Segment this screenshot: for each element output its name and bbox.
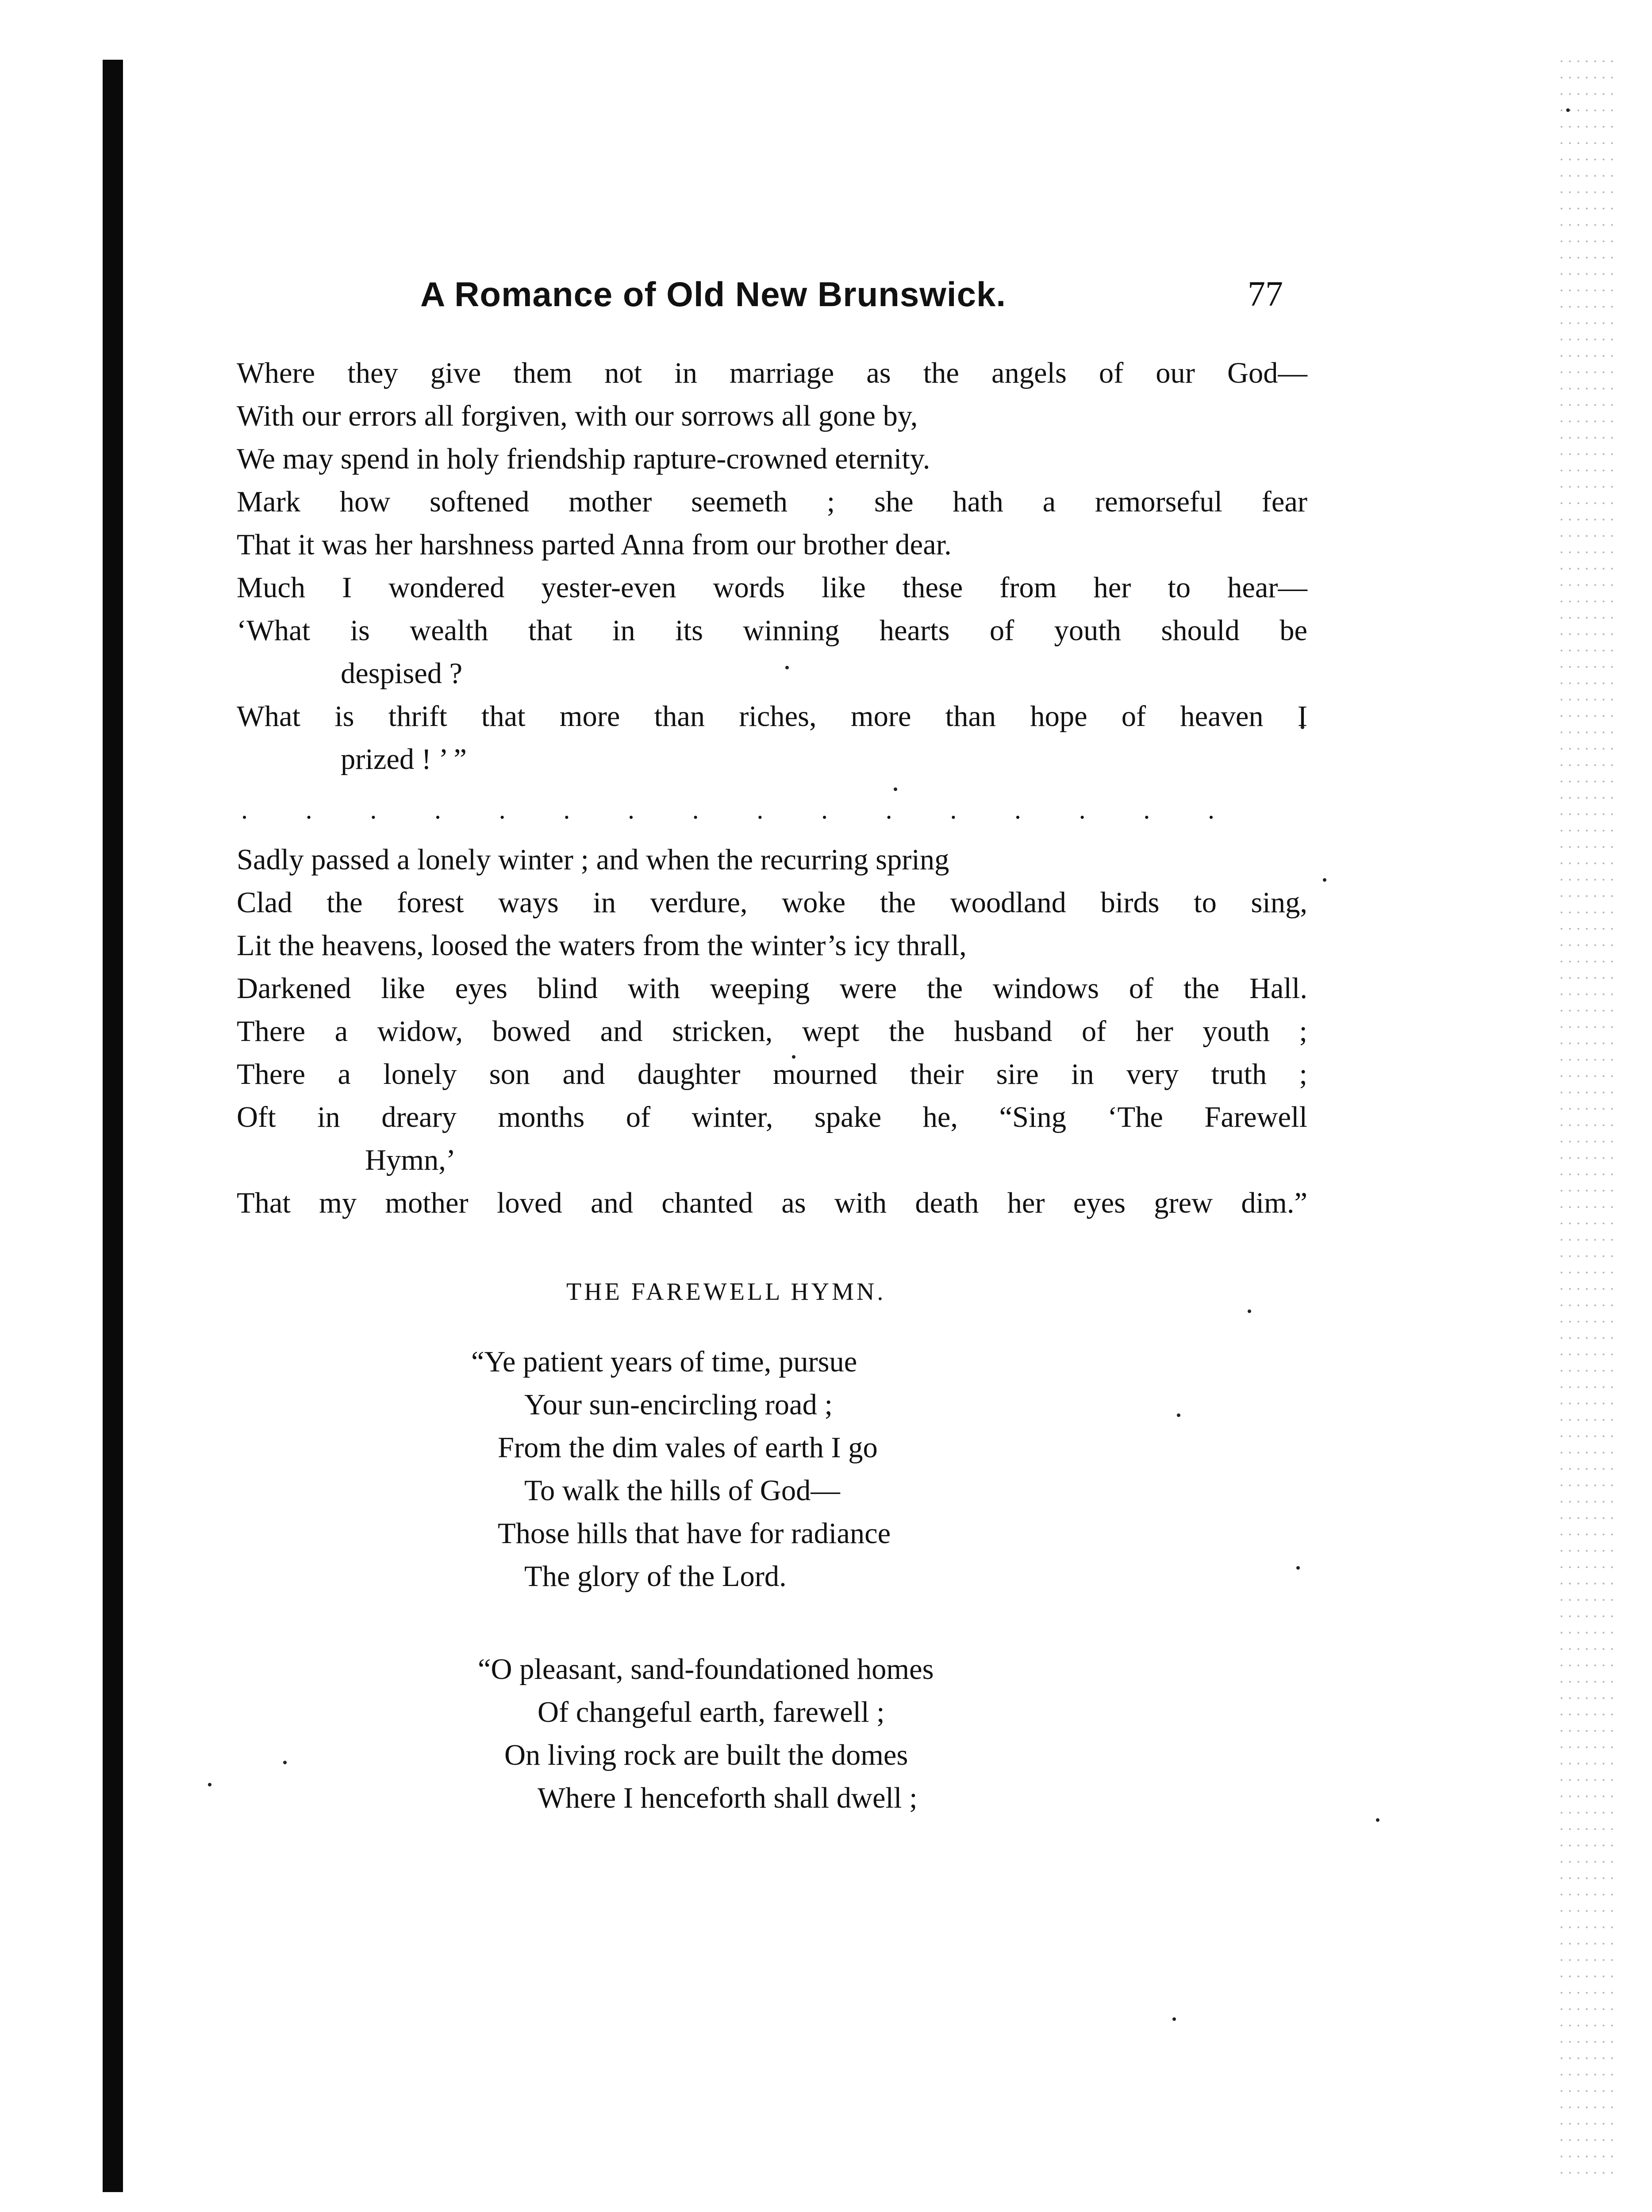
verse-line: ‘What is wealth that in its winning hearts of youth should be — [237, 614, 1307, 647]
scan-speck — [1376, 1818, 1379, 1822]
verse-line: There a lonely son and daughter mourned their sire in very truth ; — [237, 1058, 1307, 1091]
running-title: A Romance of Old New Brunswick. — [420, 275, 1007, 314]
verse-line: What is thrift that more than riches, more than hope of heaven I — [237, 700, 1307, 733]
verse-line: There a widow, bowed and stricken, wept the husband of her youth ; — [237, 1015, 1307, 1048]
verse-line: Darkened like eyes blind with weeping were the windows of the Hall. — [237, 972, 1307, 1005]
verse-line-continuation: despised ? — [341, 657, 463, 690]
scan-speck — [1296, 1566, 1300, 1570]
binding-margin-bar — [103, 60, 123, 2192]
verse-line-continuation: prized ! ’ ” — [341, 743, 467, 776]
verse-line: Much I wondered yester-even words like these from her to hear— — [237, 572, 1307, 604]
hymn-heading: THE FAREWELL HYMN. — [566, 1278, 886, 1306]
verse-line: Clad the forest ways in verdure, woke the woodland birds to sing, — [237, 887, 1307, 919]
verse-line: Sadly passed a lonely winter ; and when the recurring spring — [237, 844, 949, 876]
verse-line: That it was her harshness parted Anna from our brother dear. — [237, 529, 952, 561]
hymn-line: From the dim vales of earth I go — [498, 1432, 878, 1464]
verse-block-first — [237, 352, 1307, 781]
hymn-line: Your sun-encircling road ; — [524, 1389, 833, 1421]
scan-speck — [1248, 1310, 1251, 1313]
scan-edge-noise — [1557, 53, 1615, 2177]
verse-line-continuation: Hymn,’ — [365, 1144, 456, 1176]
verse-line: We may spend in holy friendship rapture-crowned eternity. — [237, 443, 930, 475]
scan-speck — [894, 787, 897, 791]
hymn-line: “O pleasant, sand-foundationed homes — [478, 1653, 934, 1686]
hymn-line: Where I henceforth shall dwell ; — [538, 1782, 918, 1814]
hymn-stanza-2 — [478, 1648, 934, 1820]
scan-speck — [1566, 108, 1570, 112]
verse-line: Oft in dreary months of winter, spake he, “Sing ‘The Farewell — [237, 1101, 1307, 1133]
page-number: 77 — [1248, 275, 1283, 314]
scan-speck — [283, 1761, 287, 1764]
verse-line: Where they give them not in marriage as the angels of our God— — [237, 357, 1307, 389]
scan-speck — [1177, 1413, 1180, 1417]
verse-line: With our errors all forgiven, with our sorrows all gone by, — [237, 400, 918, 432]
hymn-line: Those hills that have for radiance — [498, 1517, 891, 1550]
scan-speck — [208, 1783, 211, 1786]
hymn-line: The glory of the Lord. — [524, 1560, 787, 1593]
verse-block-second — [237, 838, 1307, 1225]
verse-line: Lit the heavens, loosed the waters from the winter’s icy thrall, — [237, 929, 967, 962]
verse-line: That my mother loved and chanted as with death her eyes grew dim.” — [237, 1187, 1307, 1219]
hymn-line: Of changeful earth, farewell ; — [538, 1696, 885, 1728]
hymn-line: To walk the hills of God— — [524, 1475, 840, 1507]
hymn-stanza-1 — [471, 1340, 891, 1598]
scan-speck — [1323, 878, 1326, 882]
scan-speck — [1172, 2017, 1176, 2021]
section-break-dots: . . . . . . . . . . . . . . . . — [241, 795, 1214, 824]
hymn-line: On living rock are built the domes — [504, 1739, 908, 1771]
hymn-line: “Ye patient years of time, pursue — [471, 1346, 857, 1378]
running-head — [420, 270, 1283, 319]
verse-line: Mark how softened mother seemeth ; she hath a remorseful fear — [237, 486, 1307, 518]
